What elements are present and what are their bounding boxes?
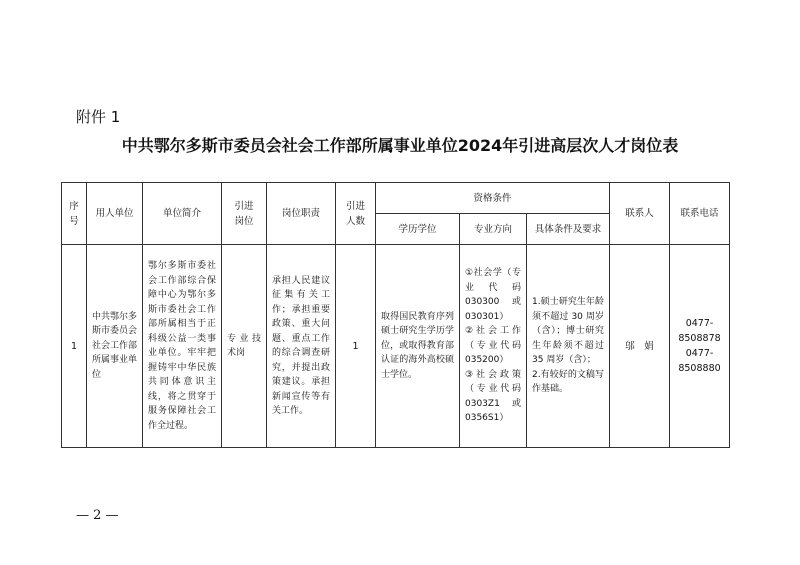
header-unit-intro: 单位简介 <box>143 183 222 245</box>
cell-phone: 0477-8508878 0477-8508880 <box>670 245 730 448</box>
header-phone: 联系电话 <box>670 183 730 245</box>
document-title: 中共鄂尔多斯市委员会社会工作部所属事业单位2024年引进高层次人才岗位表 <box>121 136 679 155</box>
positions-table <box>61 182 730 448</box>
header-education: 学历学位 <box>376 214 460 245</box>
header-position: 引进 岗位 <box>222 183 267 245</box>
header-contact: 联系人 <box>610 183 670 245</box>
cell-duties: 承担人民建议征集有关工作；承担重要政策、重大问题、重点工作的综合调查研究，并提出政策建议。承担新闻宣传等有关工作。 <box>267 245 336 448</box>
attachment-label: 附件 1 <box>76 108 121 126</box>
cell-contact: 邬 娟 <box>610 245 670 448</box>
header-major: 专业方向 <box>460 214 527 245</box>
header-qualifications: 资格条件 <box>376 183 610 214</box>
cell-seq: 1 <box>62 245 87 448</box>
cell-education: 取得国民教育序列硕士研究生学历学位，或取得教育部认证的海外高校硕士学位。 <box>376 245 460 448</box>
header-requirements: 具体条件及要求 <box>527 214 610 245</box>
table-row <box>62 245 730 448</box>
cell-employer: 中共鄂尔多斯市委员会社会工作部所属事业单位 <box>87 245 143 448</box>
cell-position: 专业技术岗 <box>222 245 267 448</box>
cell-requirements: 1.硕士研究生年龄须不超过 30 周岁（含）；博士研究生年龄须不超过 35 周岁（含）； 2.有较好的文稿写作基础。 <box>527 245 610 448</box>
page-number: — 2 — <box>76 508 119 523</box>
cell-major: ①社会学（专业代码 030300 或 030301） ②社会工作（专业代码 035200） ③社会政策（专业代码 0303Z1 或 0356S1） <box>460 245 527 448</box>
cell-unit-intro: 鄂尔多斯市委社会工作部综合保障中心为鄂尔多斯市委社会工作部所属相当于正科级公益一类事业单位。牢牢把握铸牢中华民族共同体意识主线，将之贯穿于服务保障社会工作全过程。 <box>143 245 222 448</box>
header-headcount: 引进 人数 <box>336 183 376 245</box>
header-duties: 岗位职责 <box>267 183 336 245</box>
cell-headcount: 1 <box>336 245 376 448</box>
header-employer: 用人单位 <box>87 183 143 245</box>
header-seq: 序 号 <box>62 183 87 245</box>
